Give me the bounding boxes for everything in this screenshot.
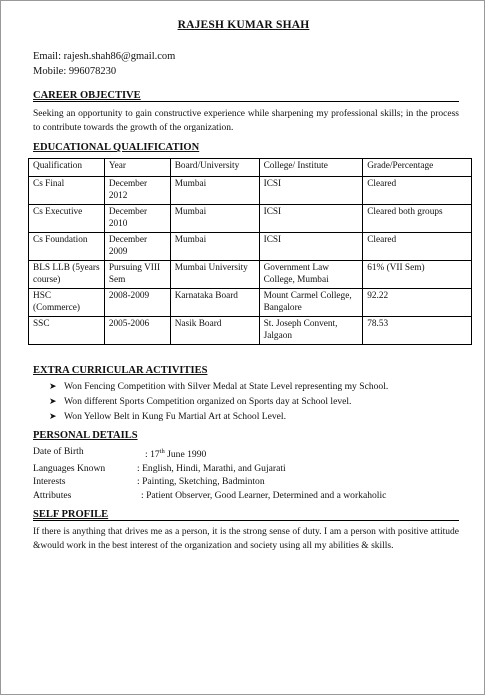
extra-curricular-section [33, 365, 459, 424]
table-cell: Government Law College, Mumbai [259, 261, 363, 289]
interests-label: Interests [33, 476, 66, 488]
table-cell: St. Joseph Convent, Jalgaon [259, 317, 363, 345]
candidate-name: RAJESH KUMAR SHAH [177, 19, 310, 31]
table-cell: Mumbai [170, 205, 259, 233]
education-table [28, 158, 472, 345]
table-cell: 92.22 [363, 289, 472, 317]
attributes-label: Attributes [33, 489, 72, 501]
table-cell: Mount Carmel College, Bangalore [259, 289, 363, 317]
table-header-row [29, 159, 472, 177]
table-cell: Mumbai University [170, 261, 259, 289]
email-line: Email: rajesh.shah86@gmail.com [33, 51, 176, 62]
table-cell: December 2010 [104, 205, 170, 233]
col-header: Qualification [29, 159, 105, 177]
list-item [49, 394, 459, 409]
table-cell: 2005-2006 [104, 317, 170, 345]
col-header: College/ Institute [259, 159, 363, 177]
languages-label: Languages Known [33, 462, 106, 474]
table-cell: ICSI [259, 233, 363, 261]
interests-value: : Painting, Sketching, Badminton [137, 476, 265, 488]
table-row [29, 177, 472, 205]
arrow-bullet-icon: ➤ [49, 381, 57, 391]
arrow-bullet-icon: ➤ [49, 411, 57, 421]
table-cell: Cs Executive [29, 205, 105, 233]
list-item [49, 379, 459, 394]
personal-details-section [33, 430, 459, 502]
education-heading: EDUCATIONAL QUALIFICATION [33, 142, 200, 153]
table-cell: Nasik Board [170, 317, 259, 345]
career-objective-section [33, 90, 459, 135]
table-cell: Cleared both groups [363, 205, 472, 233]
list-item [49, 409, 459, 424]
career-objective-text: Seeking an opportunity to gain constructive experience while sharpening my professional skills; in the process to contribute towards the growth of the organization. [33, 109, 459, 133]
table-cell: SSC [29, 317, 105, 345]
languages-row [33, 462, 459, 476]
table-cell: Karnataka Board [170, 289, 259, 317]
col-header: Grade/Percentage [363, 159, 472, 177]
table-cell: December 2012 [104, 177, 170, 205]
education-section [33, 142, 459, 153]
table-cell: Mumbai [170, 233, 259, 261]
table-cell: December 2009 [104, 233, 170, 261]
contact-block [33, 49, 175, 79]
self-profile-section [33, 509, 459, 553]
col-header: Year [104, 159, 170, 177]
dob-value: : 17th June 1990 [145, 448, 207, 461]
activity-text: Won Fencing Competition with Silver Medal at State Level representing my School. [64, 381, 389, 392]
extra-curricular-heading: EXTRA CURRICULAR ACTIVITIES [33, 365, 208, 376]
attributes-value: : Patient Observer, Good Learner, Determined and a workaholic [141, 489, 387, 501]
attributes-row [33, 489, 459, 503]
table-cell: HSC (Commerce) [29, 289, 105, 317]
table-cell: Mumbai [170, 177, 259, 205]
table-cell: 61% (VII Sem) [363, 261, 472, 289]
mobile-line: Mobile: 996078230 [33, 66, 117, 77]
table-cell: BLS LLB (5years course) [29, 261, 105, 289]
career-objective-heading: CAREER OBJECTIVE [33, 90, 459, 102]
table-row [29, 317, 472, 345]
table-cell: Cleared [363, 233, 472, 261]
table-row [29, 205, 472, 233]
table-row [29, 289, 472, 317]
languages-value: : English, Hindi, Marathi, and Gujarati [137, 462, 286, 474]
table-cell: Cleared [363, 177, 472, 205]
table-row [29, 261, 472, 289]
table-cell: ICSI [259, 177, 363, 205]
table-cell: Pursuing VIII Sem [104, 261, 170, 289]
activity-text: Won different Sports Competition organized on Sports day at School level. [64, 396, 352, 407]
self-profile-heading: SELF PROFILE [33, 509, 459, 521]
table-cell: Cs Foundation [29, 233, 105, 261]
table-cell: 2008-2009 [104, 289, 170, 317]
table-cell: ICSI [259, 205, 363, 233]
activities-list [49, 379, 459, 424]
dob-row [33, 445, 459, 462]
personal-details-list [33, 445, 459, 502]
col-header: Board/University [170, 159, 259, 177]
dob-label: Date of Birth [33, 446, 84, 457]
table-cell: 78.53 [363, 317, 472, 345]
table-row [29, 233, 472, 261]
personal-details-heading: PERSONAL DETAILS [33, 430, 138, 441]
activity-text: Won Yellow Belt in Kung Fu Martial Art at School Level. [64, 411, 286, 422]
arrow-bullet-icon: ➤ [49, 396, 57, 406]
table-cell: Cs Final [29, 177, 105, 205]
interests-row [33, 475, 459, 489]
self-profile-text: If there is anything that drives me as a person, it is the strong sense of duty. I am a person with positive attitude &would work in the best interest of the organization and society using all my abilities & skills. [33, 527, 459, 551]
